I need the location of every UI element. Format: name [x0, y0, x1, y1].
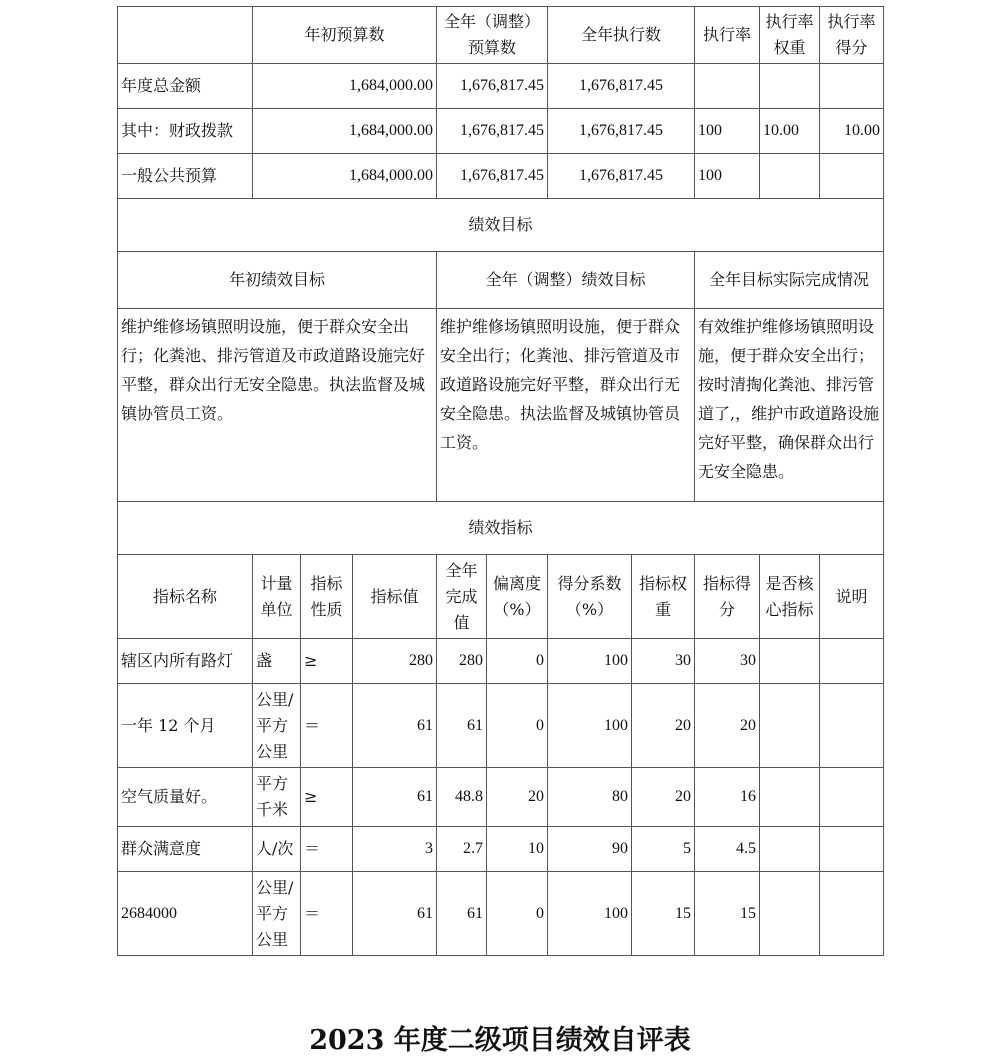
- budget-score-value: [820, 64, 884, 109]
- budget-row-label: 一般公共预算: [118, 154, 253, 199]
- indicator-row: [118, 872, 884, 956]
- budget-weight-value: 10.00: [760, 109, 820, 154]
- budget-row: [118, 64, 884, 109]
- indicator-deviation: 10: [487, 827, 548, 872]
- budget-weight-value: [760, 154, 820, 199]
- indicator-weight: 30: [632, 639, 695, 684]
- ind-header-value: 指标值: [353, 555, 437, 639]
- budget-corner-cell: [118, 7, 253, 64]
- indicator-nature: ＝: [301, 872, 353, 956]
- indicator-name: 一年 12 个月: [118, 684, 253, 768]
- indicator-core: [760, 639, 820, 684]
- budget-score-value: [820, 154, 884, 199]
- budget-row-label: 年度总金额: [118, 64, 253, 109]
- indicator-nature: ≥: [301, 639, 353, 684]
- indicator-name: 辖区内所有路灯: [118, 639, 253, 684]
- indicator-note: [820, 872, 884, 956]
- goals-content-row: [118, 309, 884, 502]
- indicator-weight: 15: [632, 872, 695, 956]
- indicator-coef: 80: [548, 768, 632, 827]
- indicator-row: [118, 827, 884, 872]
- indicator-note: [820, 827, 884, 872]
- budget-adjusted-value: 1,676,817.45: [437, 154, 548, 199]
- ind-header-coef: 得分系数（%）: [548, 555, 632, 639]
- budget-weight-value: [760, 64, 820, 109]
- indicator-core: [760, 872, 820, 956]
- indicator-note: [820, 684, 884, 768]
- ind-header-weight: 指标权重: [632, 555, 695, 639]
- indicator-value: 280: [353, 639, 437, 684]
- indicator-value: 3: [353, 827, 437, 872]
- indicator-weight: 20: [632, 684, 695, 768]
- indicator-coef: 100: [548, 684, 632, 768]
- indicator-score: 30: [695, 639, 760, 684]
- indicator-value: 61: [353, 872, 437, 956]
- indicator-core: [760, 827, 820, 872]
- indicator-value: 61: [353, 684, 437, 768]
- indicator-completed: 280: [437, 639, 487, 684]
- budget-executed-value: 1,676,817.45: [548, 109, 695, 154]
- indicator-core: [760, 768, 820, 827]
- ind-header-completed: 全年完成值: [437, 555, 487, 639]
- goals-initial-text: 维护维修场镇照明设施，便于群众安全出行；化粪池、排污管道及市政道路设施完好平整，群众出行无安全隐患。执法监督及城镇协管员工资。: [118, 309, 437, 502]
- indicator-nature: ＝: [301, 684, 353, 768]
- budget-row: [118, 154, 884, 199]
- ind-header-deviation: 偏离度（%）: [487, 555, 548, 639]
- ind-header-name: 指标名称: [118, 555, 253, 639]
- budget-header-rate-score: 执行率得分: [820, 7, 884, 64]
- indicator-unit: 盏: [253, 639, 301, 684]
- goals-initial-header: 年初绩效目标: [118, 252, 437, 309]
- indicator-score: 16: [695, 768, 760, 827]
- indicator-note: [820, 768, 884, 827]
- indicator-coef: 100: [548, 872, 632, 956]
- ind-header-note: 说明: [820, 555, 884, 639]
- ind-header-unit: 计量单位: [253, 555, 301, 639]
- indicator-unit: 平方千米: [253, 768, 301, 827]
- indicator-deviation: 0: [487, 872, 548, 956]
- performance-table: [117, 6, 884, 956]
- indicator-row: [118, 684, 884, 768]
- budget-header-row: [118, 7, 884, 64]
- goals-section-row: [118, 199, 884, 252]
- indicator-score: 20: [695, 684, 760, 768]
- goals-actual-header: 全年目标实际完成情况: [695, 252, 884, 309]
- budget-rate-value: [695, 64, 760, 109]
- budget-executed-value: 1,676,817.45: [548, 64, 695, 109]
- goals-actual-text: 有效维护维修场镇照明设施，便于群众安全出行；按时清掏化粪池、排污管道了,，维护市政道路设施完好平整，确保群众出行无安全隐患。: [695, 309, 884, 502]
- budget-initial-value: 1,684,000.00: [253, 109, 437, 154]
- budget-initial-value: 1,684,000.00: [253, 154, 437, 199]
- indicators-section-row: [118, 502, 884, 555]
- budget-header-rate-weight: 执行率权重: [760, 7, 820, 64]
- indicator-score: 4.5: [695, 827, 760, 872]
- indicator-completed: 48.8: [437, 768, 487, 827]
- indicator-deviation: 20: [487, 768, 548, 827]
- goals-section-title: 绩效目标: [118, 199, 884, 252]
- budget-header-rate: 执行率: [695, 7, 760, 64]
- indicator-row: [118, 768, 884, 827]
- ind-header-core: 是否核心指标: [760, 555, 820, 639]
- indicator-completed: 2.7: [437, 827, 487, 872]
- ind-header-score: 指标得分: [695, 555, 760, 639]
- indicator-score: 15: [695, 872, 760, 956]
- budget-executed-value: 1,676,817.45: [548, 154, 695, 199]
- indicator-unit: 公里/平方公里: [253, 872, 301, 956]
- indicator-weight: 5: [632, 827, 695, 872]
- indicator-value: 61: [353, 768, 437, 827]
- indicator-core: [760, 684, 820, 768]
- indicator-nature: ≥: [301, 768, 353, 827]
- budget-score-value: 10.00: [820, 109, 884, 154]
- indicator-coef: 90: [548, 827, 632, 872]
- indicator-deviation: 0: [487, 639, 548, 684]
- indicator-coef: 100: [548, 639, 632, 684]
- indicator-deviation: 0: [487, 684, 548, 768]
- budget-adjusted-value: 1,676,817.45: [437, 109, 548, 154]
- indicator-completed: 61: [437, 872, 487, 956]
- indicator-row: [118, 639, 884, 684]
- document-title: 2023 年度二级项目绩效自评表: [309, 1025, 691, 1056]
- budget-row: [118, 109, 884, 154]
- indicator-weight: 20: [632, 768, 695, 827]
- budget-header-executed: 全年执行数: [548, 7, 695, 64]
- indicators-header-row: [118, 555, 884, 639]
- indicator-name: 2684000: [118, 872, 253, 956]
- indicator-name: 空气质量好。: [118, 768, 253, 827]
- budget-row-label: 其中：财政拨款: [118, 109, 253, 154]
- goals-header-row: [118, 252, 884, 309]
- budget-header-initial: 年初预算数: [253, 7, 437, 64]
- indicator-nature: ＝: [301, 827, 353, 872]
- indicator-completed: 61: [437, 684, 487, 768]
- budget-header-adjusted: 全年（调整）预算数: [437, 7, 548, 64]
- ind-header-nature: 指标性质: [301, 555, 353, 639]
- budget-rate-value: 100: [695, 109, 760, 154]
- goals-adjusted-header: 全年（调整）绩效目标: [437, 252, 695, 309]
- indicators-section-title: 绩效指标: [118, 502, 884, 555]
- goals-adjusted-text: 维护维修场镇照明设施，便于群众安全出行；化粪池、排污管道及市政道路设施完好平整，群众出行无安全隐患。执法监督及城镇协管员工资。: [437, 309, 695, 502]
- indicator-note: [820, 639, 884, 684]
- indicator-name: 群众满意度: [118, 827, 253, 872]
- indicator-unit: 人/次: [253, 827, 301, 872]
- budget-initial-value: 1,684,000.00: [253, 64, 437, 109]
- indicator-unit: 公里/平方公里: [253, 684, 301, 768]
- budget-rate-value: 100: [695, 154, 760, 199]
- budget-adjusted-value: 1,676,817.45: [437, 64, 548, 109]
